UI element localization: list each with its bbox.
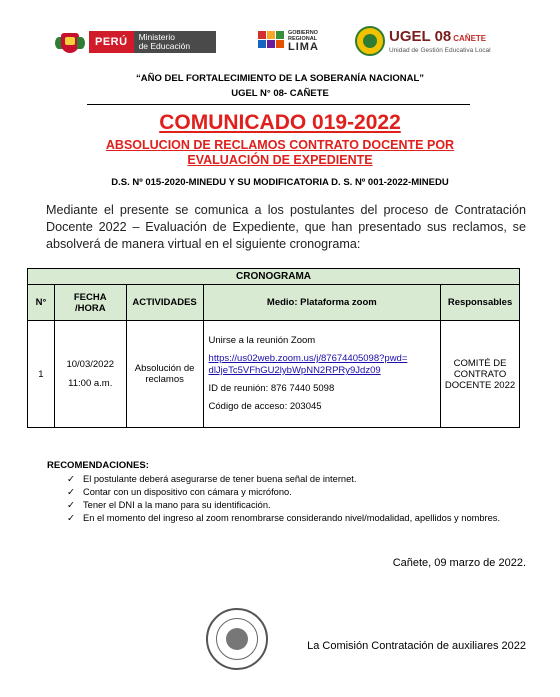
- gobierno-regional-lima-logo: GOBIERNO REGIONAL LIMA: [258, 30, 319, 53]
- check-icon: ✓: [67, 500, 75, 510]
- header-medio: Medio: Plataforma zoom: [203, 285, 441, 321]
- lima-mark-icon: [258, 31, 284, 53]
- cell-n: 1: [28, 321, 55, 428]
- header-n: N°: [28, 285, 55, 321]
- ugel-emblem-icon: [355, 26, 385, 56]
- table-row: [28, 321, 520, 428]
- recommendations-title: RECOMENDACIONES:: [47, 460, 149, 471]
- meeting-id: ID de reunión: 876 7440 5098: [208, 383, 335, 394]
- ugel-line: UGEL N° 08- CAÑETE: [231, 88, 329, 99]
- check-icon: ✓: [67, 487, 75, 497]
- minedu-logo: [55, 28, 216, 56]
- ugel-logo: UGEL 08 CAÑETE Unidad de Gestión Educativa Local: [355, 26, 491, 56]
- intro-paragraph: Mediante el presente se comunica a los postulantes del proceso de Contratación Docente 2022 – Evaluación de Expediente, que han presentado sus reclamos, se absolverá de manera virtual en el siguiente cronograma:: [46, 203, 526, 251]
- ministerio-label: Ministerio de Educación: [134, 31, 216, 53]
- check-icon: ✓: [67, 474, 75, 484]
- header-fecha: FECHA /HORA: [54, 285, 126, 321]
- list-item: ✓ En el momento del ingreso al zoom renombrarse considerando nivel/modalidad, apellidos y nombres.: [67, 513, 501, 523]
- header-actividades: ACTIVIDADES: [126, 285, 203, 321]
- signature-line: La Comisión Contratación de auxiliares 2022: [307, 640, 526, 652]
- cell-responsables: COMITÉ DE CONTRATO DOCENTE 2022: [441, 321, 520, 428]
- check-icon: ✓: [67, 513, 75, 523]
- access-code: Código de acceso: 203045: [208, 401, 322, 412]
- official-seal-icon: [206, 608, 268, 670]
- zoom-link[interactable]: https://us02web.zoom.us/j/87674405098?pwd= dlJjeTc5VFhGU2lybWpNN2RPRy9Jdz09: [208, 353, 408, 376]
- list-item: ✓ Contar con un dispositivo con cámara y micrófono.: [67, 487, 292, 497]
- date-line: Cañete, 09 marzo de 2022.: [392, 557, 526, 569]
- subtitle: ABSOLUCION DE RECLAMOS CONTRATO DOCENTE POR EVALUACIÓN DE EXPEDIENTE: [105, 138, 455, 167]
- recommendations-list: [67, 473, 500, 525]
- header-logos: [0, 26, 560, 58]
- peru-coat-of-arms-icon: [55, 29, 85, 55]
- cell-actividad: Absolución de reclamos: [126, 321, 203, 428]
- peru-label: PERÚ: [89, 31, 134, 53]
- divider: [87, 104, 470, 105]
- cronograma-table: [27, 268, 520, 428]
- list-item: ✓ Tener el DNI a la mano para su identificación.: [67, 500, 271, 510]
- header-responsables: Responsables: [441, 285, 520, 321]
- year-motto: “AÑO DEL FORTALECIMIENTO DE LA SOBERANÍA NACIONAL”: [136, 73, 424, 84]
- list-item: ✓ El postulante deberá asegurarse de tener buena señal de internet.: [67, 474, 357, 484]
- cell-fecha: 10/03/2022 11:00 a.m.: [54, 321, 126, 428]
- cell-medio: Unirse a la reunión Zoom https://us02web.zoom.us/j/87674405098?pwd= dlJjeTc5VFhGU2lybWpNN2RPRy9Jdz09 ID de reunión: 876 7440 5098 Código de acceso: 203045: [203, 321, 441, 428]
- table-title: CRONOGRAMA: [28, 269, 520, 285]
- page-title: COMUNICADO 019-2022: [159, 111, 401, 134]
- decree-reference: D.S. Nº 015-2020-MINEDU Y SU MODIFICATORIA D. S. Nº 001-2022-MINEDU: [111, 177, 449, 188]
